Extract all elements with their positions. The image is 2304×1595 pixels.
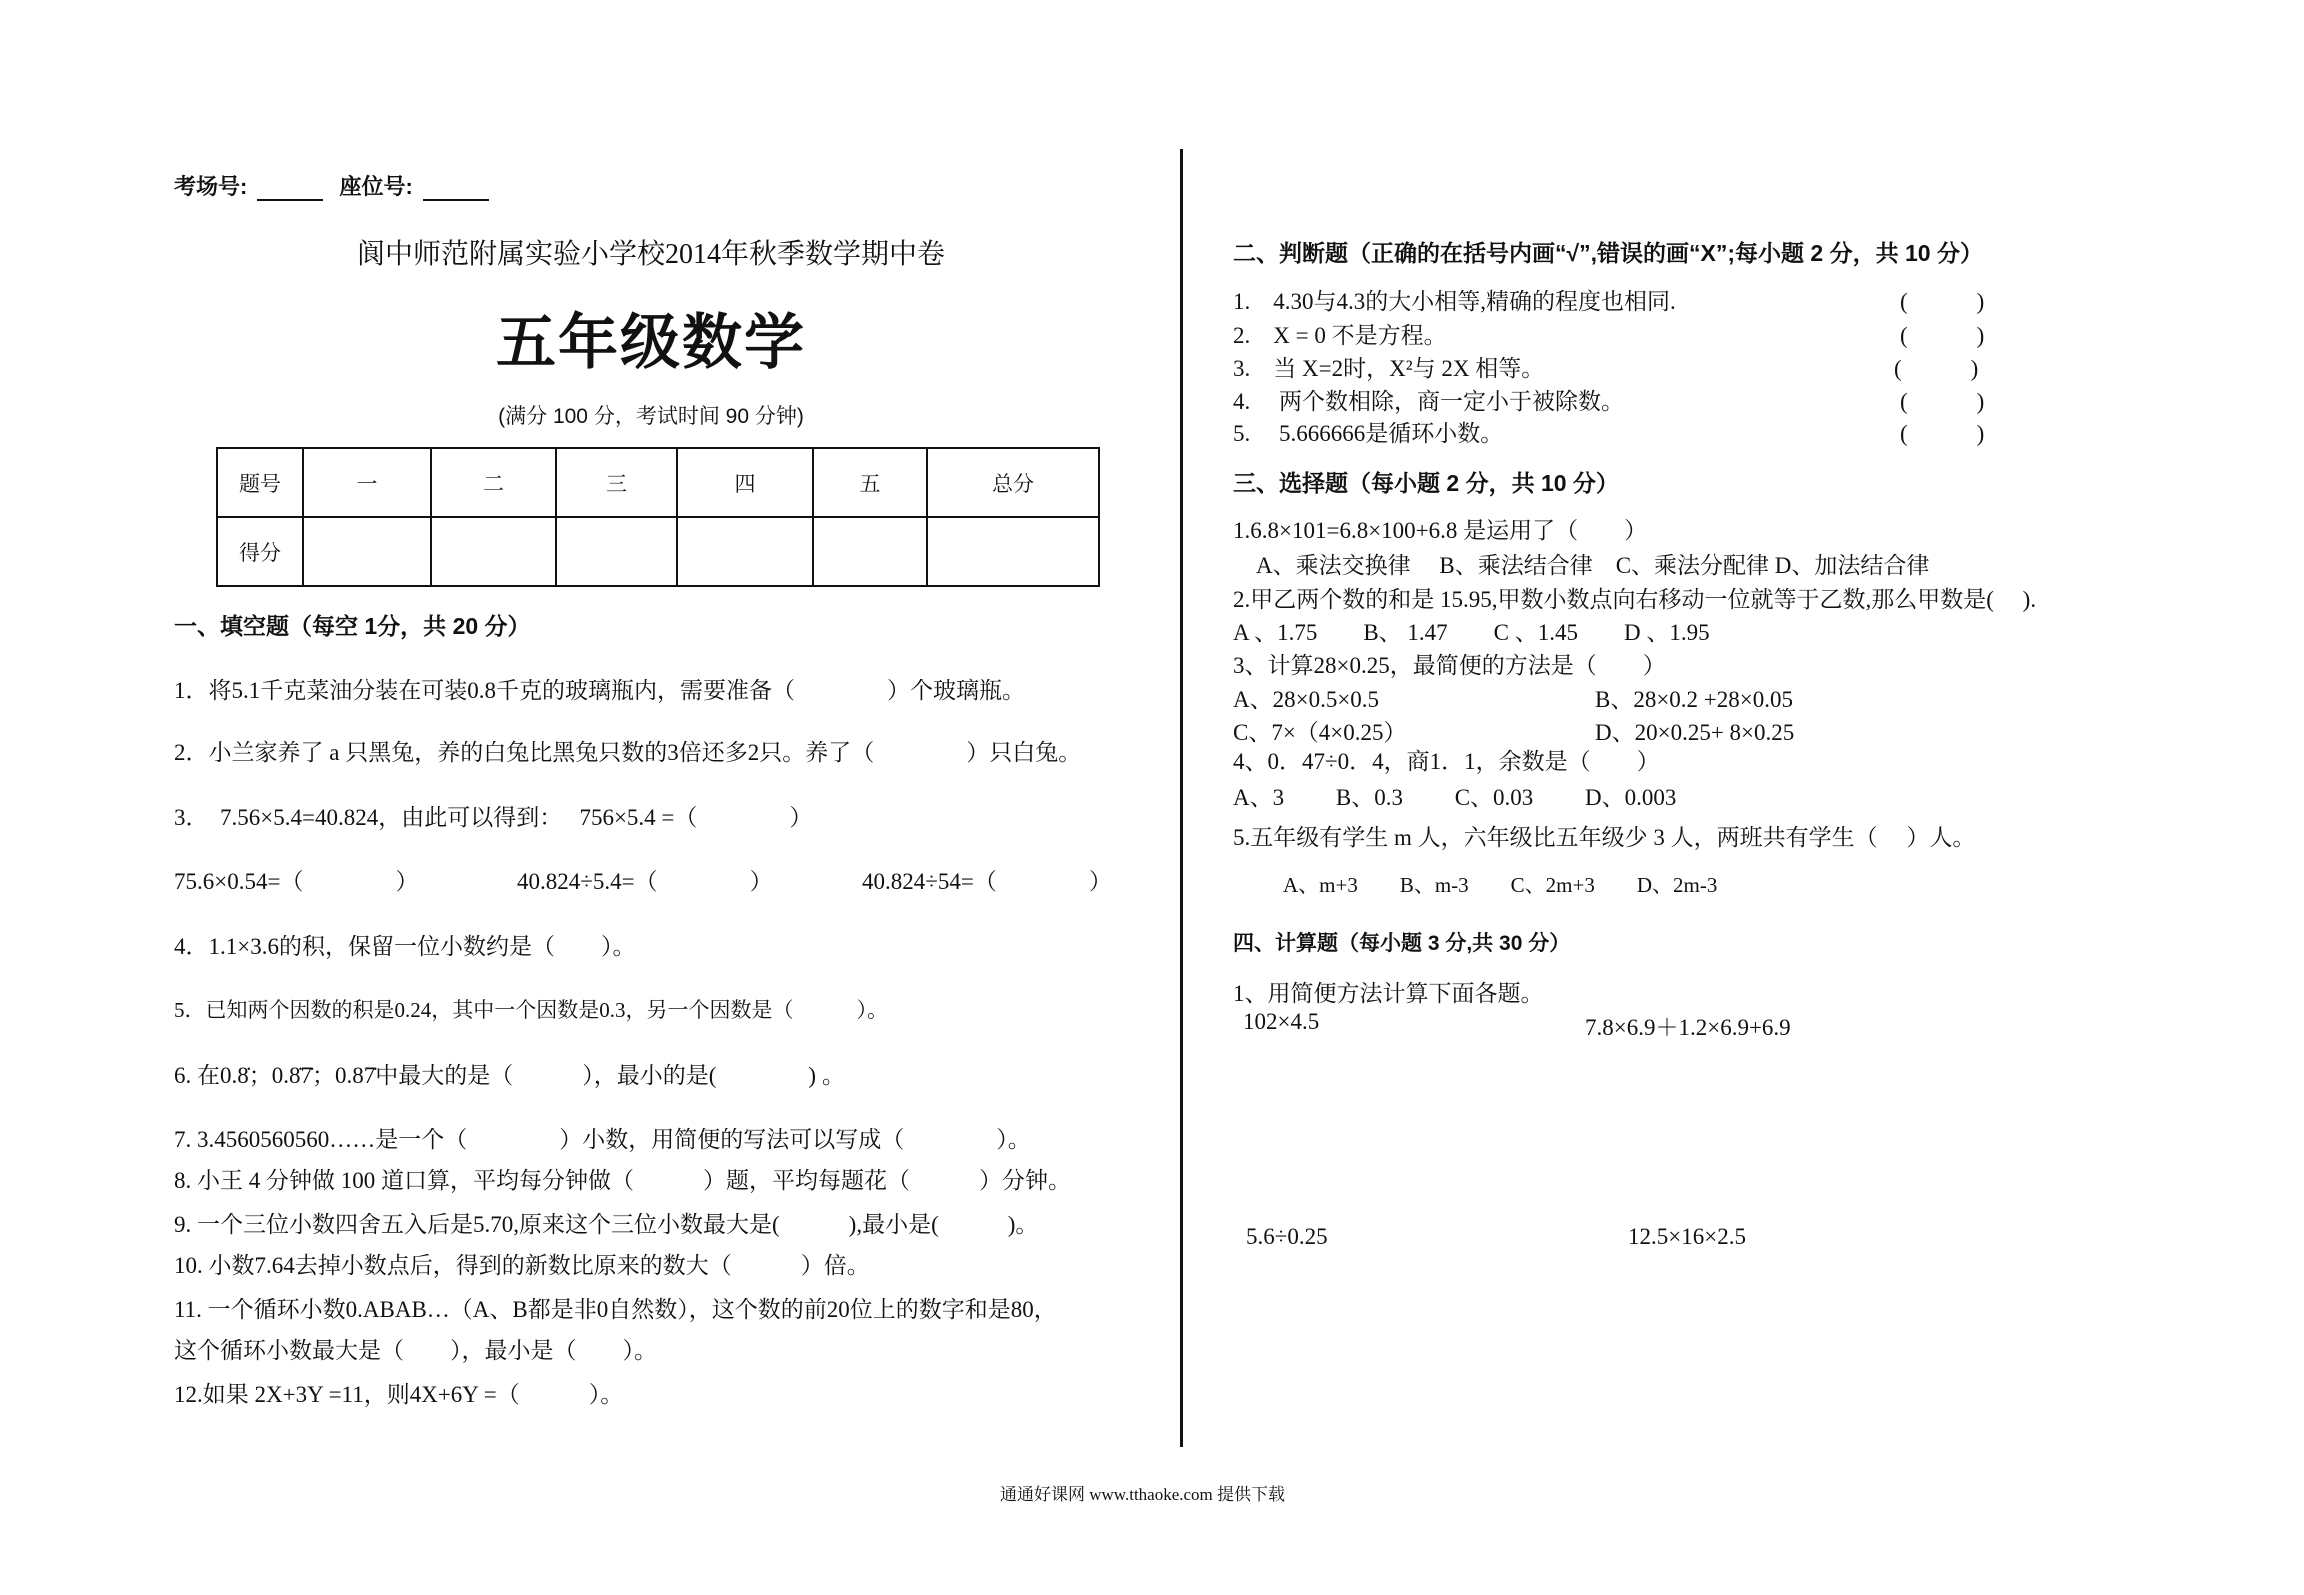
question: 这个循环小数最大是（ ），最小是（ ）。 (174, 1338, 657, 1363)
question: 4、0．47÷0．4，商1．1，余数是（ ） (1233, 749, 1660, 774)
option: B、28×0.2 +28×0.05 (1595, 687, 1794, 712)
question: 9. 一个三位小数四舍五入后是5.70,原来这个三位小数最大是( ),最小是( )。 (174, 1212, 1039, 1237)
question: 8. 小王 4 分钟做 100 道口算，平均每分钟做（ ）题，平均每题花（ ）分钟。 (174, 1168, 1071, 1193)
answer-paren[interactable]: ( ) (1900, 421, 1985, 446)
section3-heading: 三、选择题（每小题 2 分，共 10 分） (1233, 470, 1619, 496)
question: 75.6×0.54=（ ） (174, 869, 419, 894)
judgment-item: 4. 两个数相除，商一定小于被除数。 (1233, 389, 1624, 414)
question: 3、计算28×0.25，最简便的方法是（ ） (1233, 653, 1666, 678)
judgment-item: 3. 当 X=2时，X²与 2X 相等。 (1233, 356, 1545, 381)
instruction: 1、用简便方法计算下面各题。 (1233, 981, 1544, 1006)
score-input-cell[interactable] (677, 517, 813, 586)
score-cell: 得分 (217, 517, 303, 586)
main-title: 五年级数学 (496, 308, 806, 378)
answer-paren[interactable]: ( ) (1900, 289, 1985, 314)
score-input-cell[interactable] (813, 517, 927, 586)
score-cell: 一 (303, 448, 431, 517)
option: A、28×0.5×0.5 (1233, 687, 1380, 712)
score-cell: 四 (677, 448, 813, 517)
judgment-item: 1. 4.30与4.3的大小相等,精确的程度也相同. (1233, 289, 1676, 314)
options: A、m+3 B、m-3 C、2m+3 D、2m-3 (1283, 873, 1718, 897)
question: 6. 在0.8̇；0.8̇7̇；0.87̇中最大的是（ ），最小的是( ) 。 (174, 1063, 845, 1088)
question: 40.824÷54=（ ） (862, 869, 1112, 894)
score-input-cell[interactable] (303, 517, 431, 586)
question: 5.五年级有学生 m 人，六年级比五年级少 3 人，两班共有学生（ ）人。 (1233, 825, 1976, 850)
option: C、7×（4×0.25） (1233, 720, 1407, 745)
judgment-item: 5. 5.666666是循环小数。 (1233, 421, 1504, 446)
question: 2．小兰家养了 a 只黑兔，养的白兔比黑兔只数的3倍还多2只。养了（ ）只白兔。 (174, 740, 1082, 765)
score-input-cell[interactable] (927, 517, 1099, 586)
question: 10. 小数7.64去掉小数点后，得到的新数比原来的数大（ ）倍。 (174, 1253, 870, 1278)
options: A、3 B、0.3 C、0.03 D、0.003 (1233, 785, 1677, 810)
problem: 12.5×16×2.5 (1628, 1224, 1746, 1249)
question: 12.如果 2X+3Y =11，则4X+6Y =（ ）。 (174, 1382, 624, 1407)
question: 2.甲乙两个数的和是 15.95,甲数小数点向右移动一位就等于乙数,那么甲数是( ). (1233, 587, 2037, 612)
exam-subtitle: (满分 100 分，考试时间 90 分钟) (498, 405, 804, 428)
option: D、20×0.25+ 8×0.25 (1595, 720, 1795, 745)
exam-room-field (174, 170, 499, 201)
score-table-score-row (217, 517, 1099, 586)
score-cell: 二 (431, 448, 556, 517)
exam-room-blank (257, 179, 323, 201)
judgment-item: 2. X = 0 不是方程。 (1233, 323, 1447, 348)
footer-credit: 通通好课网 www.tthaoke.com 提供下载 (1000, 1485, 1286, 1504)
question: 5．已知两个因数的积是0.24，其中一个因数是0.3，另一个因数是（ ）。 (174, 998, 888, 1022)
options: A 、1.75 B、 1.47 C 、1.45 D 、1.95 (1233, 620, 1710, 645)
answer-paren[interactable]: ( ) (1900, 389, 1985, 414)
options: A、乘法交换律 B、乘法结合律 C、乘法分配律 D、加法结合律 (1233, 553, 1930, 578)
question: 7. 3.4560560560……是一个（ ）小数，用简便的写法可以写成（ ）。 (174, 1127, 1031, 1152)
score-cell: 题号 (217, 448, 303, 517)
problem: 5.6÷0.25 (1246, 1224, 1328, 1249)
section4-heading: 四、计算题（每小题 3 分,共 30 分） (1233, 932, 1571, 955)
section1-heading: 一、填空题（每空 1分，共 20 分） (174, 613, 531, 639)
score-input-cell[interactable] (556, 517, 677, 586)
seat-label: 座位号: (339, 174, 413, 199)
seat-blank (423, 179, 489, 201)
section2-heading: 二、判断题（正确的在括号内画“√”,错误的画“X”;每小题 2 分，共 10 分） (1233, 240, 1983, 266)
question: 3． 7.56×5.4=40.824，由此可以得到： 756×5.4 =（ ） (174, 805, 813, 830)
school-title: 阆中师范附属实验小学校2014年秋季数学期中卷 (356, 239, 945, 270)
score-table-header-row (217, 448, 1099, 517)
score-input-cell[interactable] (431, 517, 556, 586)
question: 1．将5.1千克菜油分装在可装0.8千克的玻璃瓶内，需要准备（ ）个玻璃瓶。 (174, 678, 1025, 703)
answer-paren[interactable]: ( ) (1894, 356, 1979, 381)
answer-paren[interactable]: ( ) (1900, 323, 1985, 348)
question: 11. 一个循环小数0.ABAB…（A、B都是非0自然数），这个数的前20位上的数字和是80， (174, 1297, 1057, 1322)
question: 1.6.8×101=6.8×100+6.8 是运用了（ ） (1233, 518, 1648, 543)
exam-room-label: 考场号: (174, 174, 248, 199)
question: 4．1.1×3.6的积，保留一位小数约是（ ）。 (174, 934, 636, 959)
score-table (216, 447, 1100, 587)
question: 40.824÷5.4=（ ） (517, 869, 773, 894)
score-cell: 五 (813, 448, 927, 517)
score-cell: 三 (556, 448, 677, 517)
problem: 7.8×6.9＋1.2×6.9+6.9 (1585, 1015, 1791, 1040)
page-divider (1180, 149, 1183, 1447)
problem: 102×4.5 (1243, 1009, 1320, 1034)
score-cell: 总分 (927, 448, 1099, 517)
